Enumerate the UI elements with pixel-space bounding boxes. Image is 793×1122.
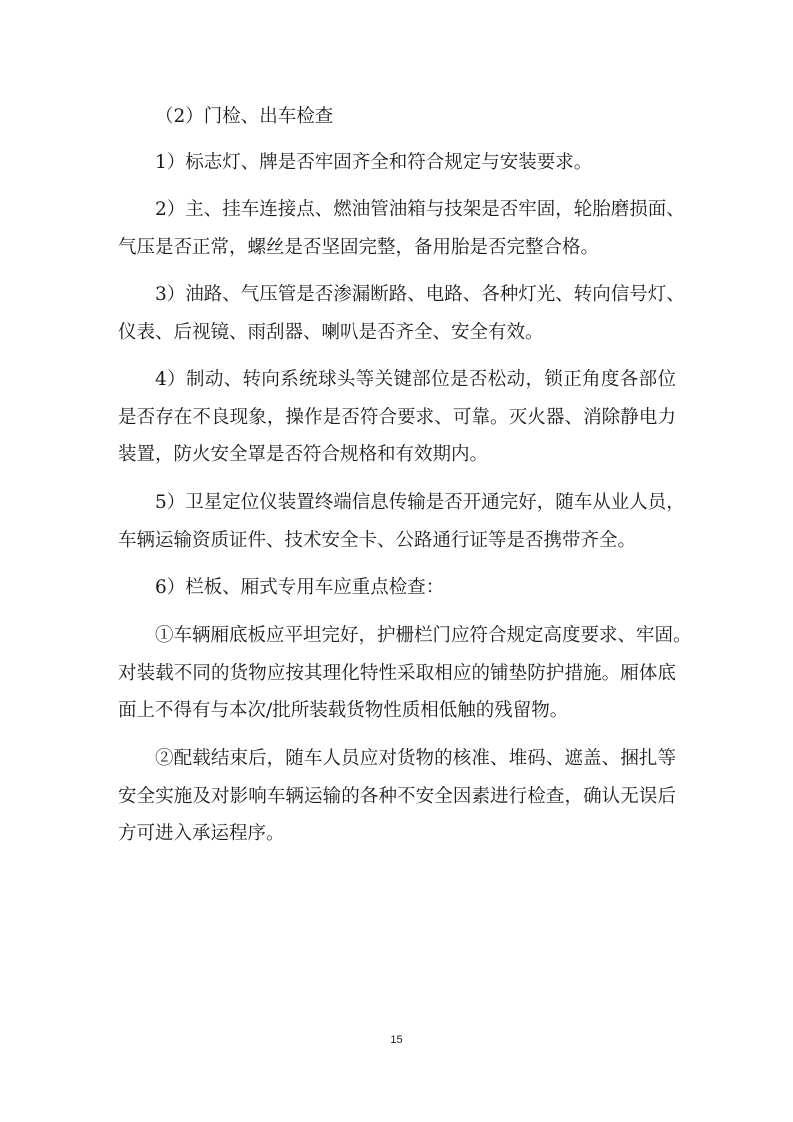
text-line: 5）卫星定位仪装置终端信息传输是否开通完好，随车从业人员， — [155, 492, 685, 513]
paragraph-item-6-1 — [118, 617, 692, 730]
paragraph-item-2 — [118, 191, 685, 266]
text-line: 6）栏板、厢式专用车应重点检查： — [155, 577, 445, 598]
text-line: 安全实施及对影响车辆运输的各种不安全因素进行检查，确认无误后 — [118, 785, 676, 807]
text-line: 2）主、挂车连接点、燃油管油箱与技架是否牢固，轮胎磨损面、 — [155, 199, 685, 220]
text-line: ②配载结束后，随车人员应对货物的核准、堆码、遮盖、捆扎等 — [155, 748, 676, 769]
text-line: 仪表、后视镜、雨刮器、喇叭是否齐全、安全有效。 — [118, 321, 544, 343]
text-line: 气压是否正常，螺丝是否坚固完整，备用胎是否完整合格。 — [118, 236, 600, 258]
paragraph-item-4 — [118, 361, 676, 474]
text-line: 面上不得有与本次/批所装载货物性质相低触的残留物。 — [118, 700, 569, 721]
text-line: 是否存在不良现象，操作是否符合要求、可靠。灭火器、消除静电力 — [118, 406, 676, 428]
section-heading — [118, 98, 676, 136]
paragraph-item-1 — [118, 144, 676, 182]
text-line: 方可进入承运程序。 — [118, 823, 285, 844]
text-line: 装置，防火安全罩是否符合规格和有效期内。 — [118, 444, 489, 465]
text-line: 对装载不同的货物应按其理化特性采取相应的铺垫防护措施。厢体底 — [118, 662, 676, 684]
paragraph-item-6 — [118, 569, 676, 607]
text-line: 3）油路、气压管是否渗漏断路、电路、各种灯光、转向信号灯、 — [155, 284, 685, 305]
text-line: 车辆运输资质证件、技术安全卡、公路通行证等是否携带齐全。 — [118, 529, 637, 551]
paragraph-item-5 — [118, 484, 685, 559]
text-line: 1）标志灯、牌是否牢固齐全和符合规定与安装要求。 — [155, 152, 593, 173]
paragraph-item-3 — [118, 276, 685, 351]
page-number: 15 — [390, 1034, 403, 1046]
text-line: 4）制动、转向系统球头等关键部位是否松动，锁正角度各部位 — [155, 369, 676, 390]
paragraph-item-6-2 — [118, 740, 676, 853]
text-line: ①车辆厢底板应平坦完好，护栅栏门应符合规定高度要求、牢固。 — [155, 625, 692, 646]
text-line: （2）门检、出车检查 — [155, 106, 334, 127]
